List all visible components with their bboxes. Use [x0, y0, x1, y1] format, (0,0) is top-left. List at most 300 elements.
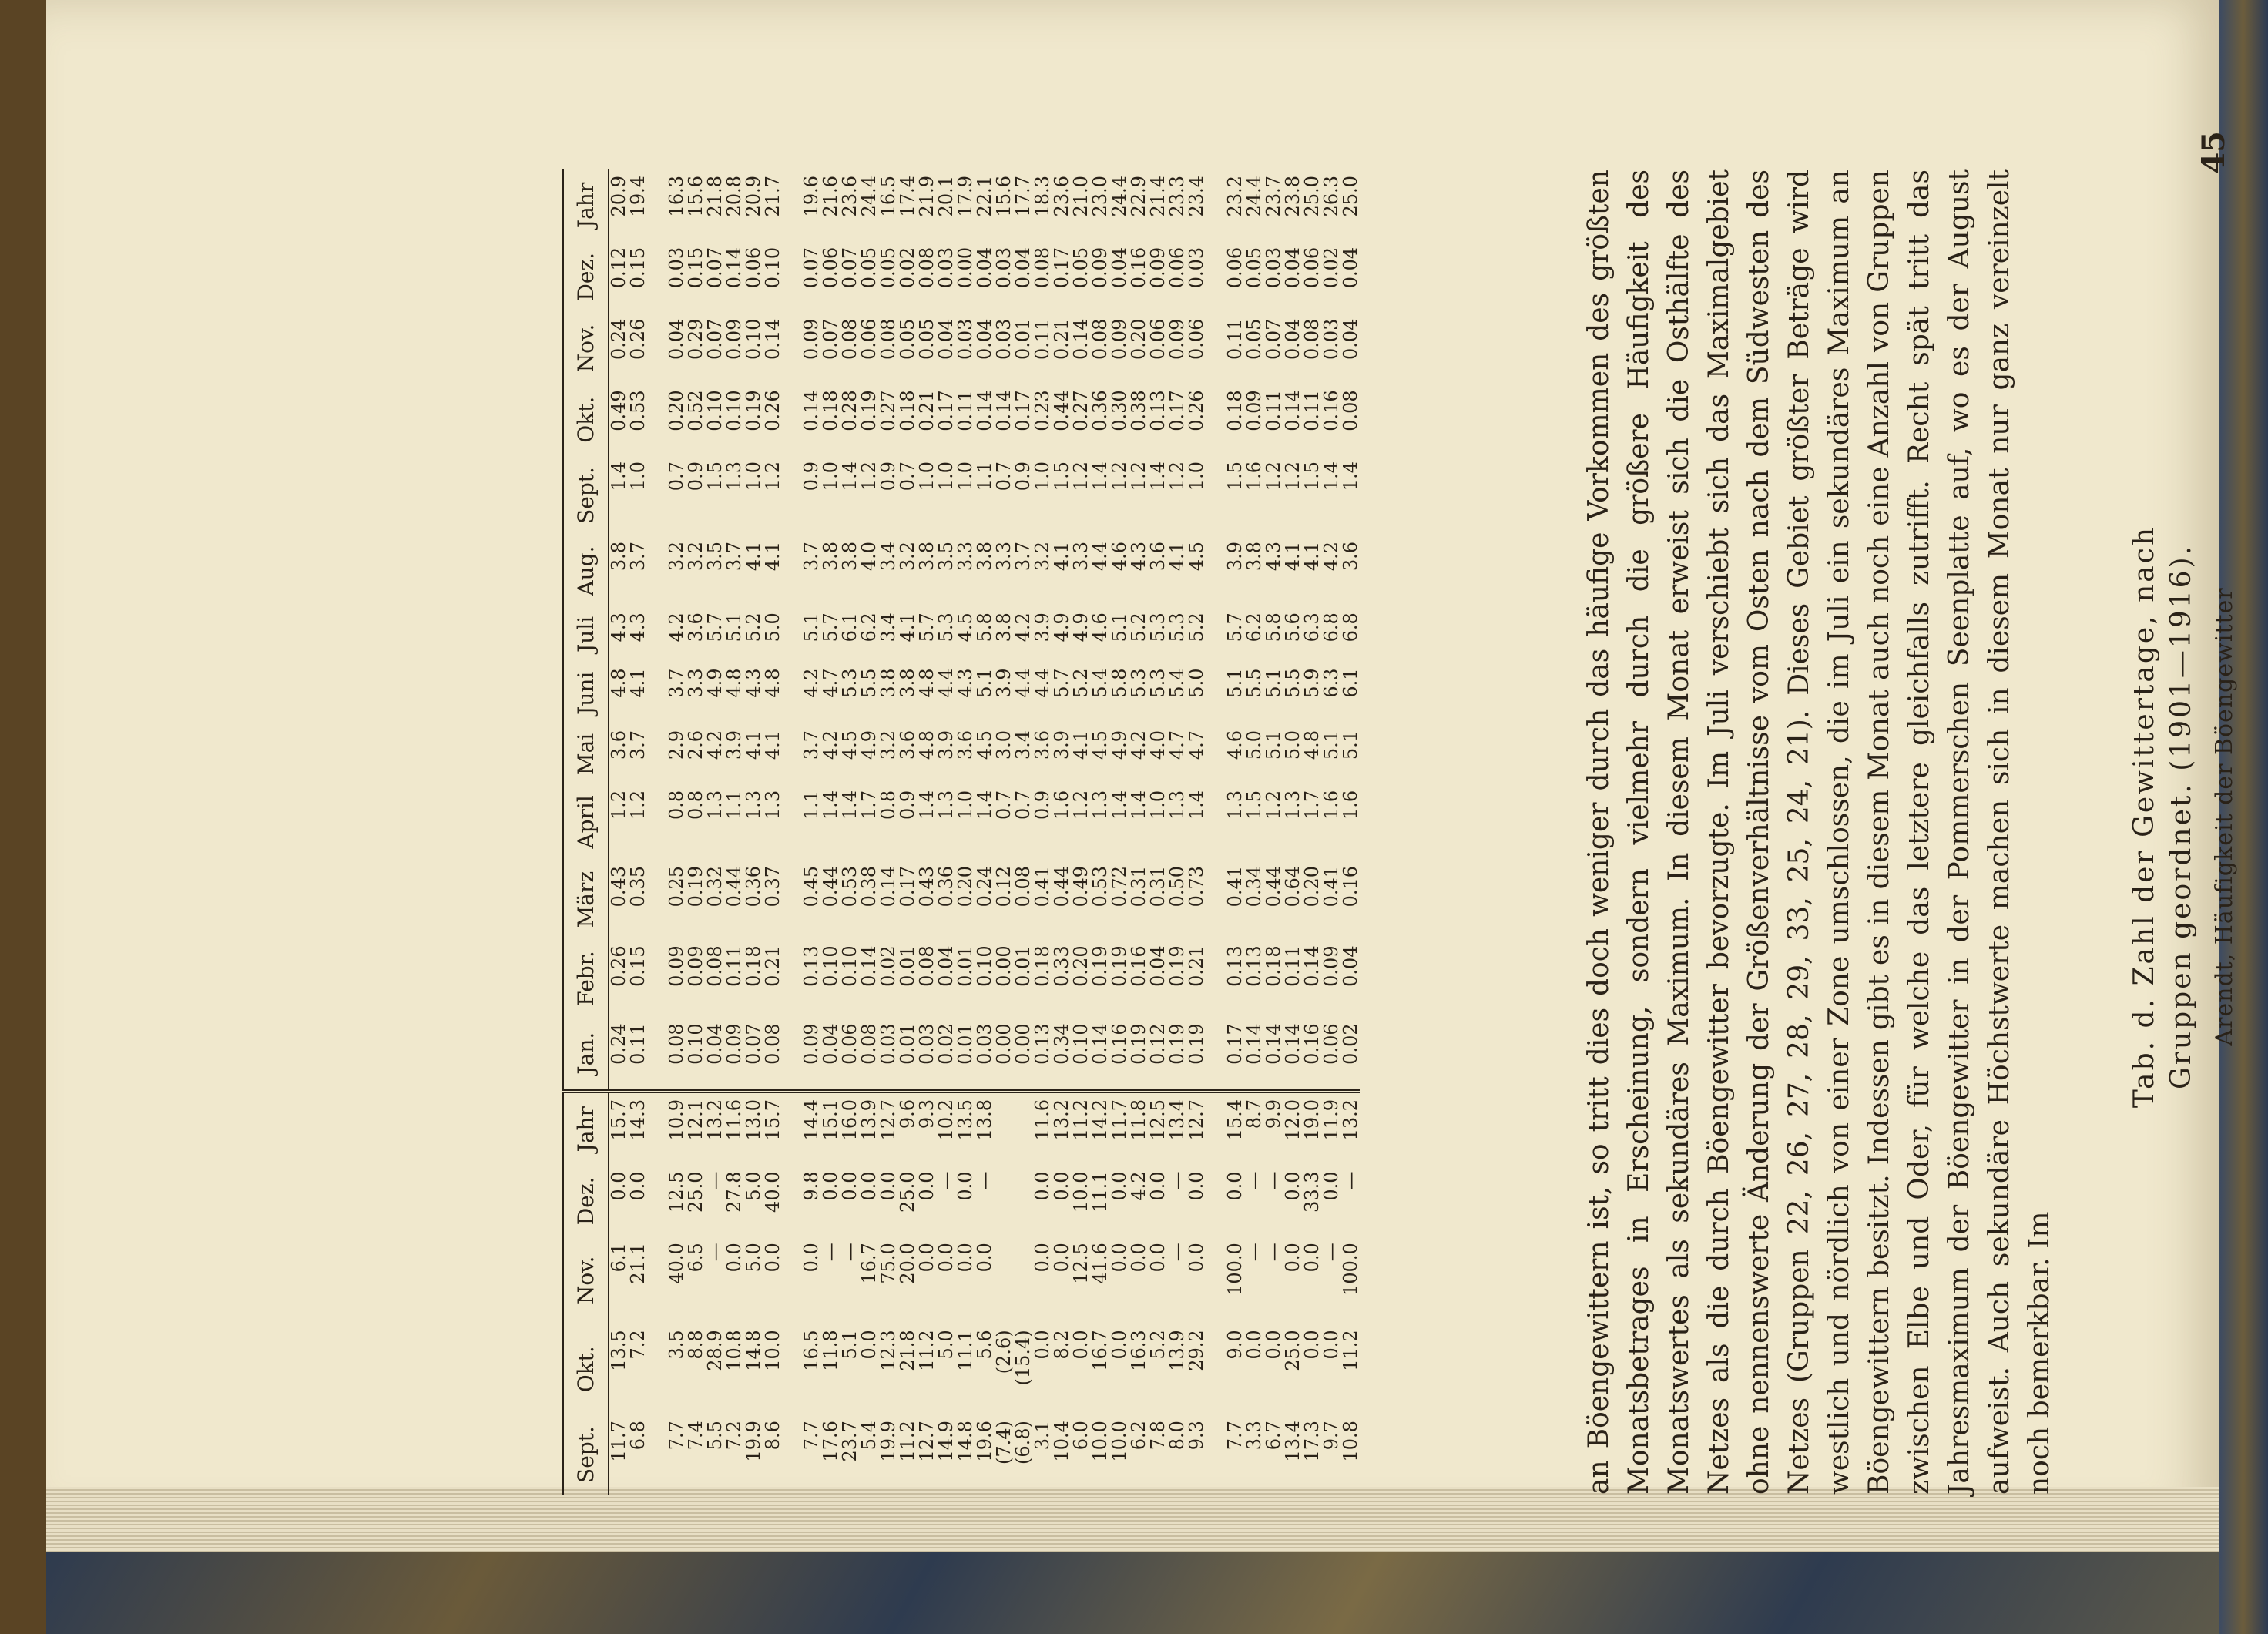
table-cell: — — [935, 1171, 957, 1190]
table-cell: 0.09 — [1109, 318, 1130, 361]
table-cell: 0.08 — [839, 318, 861, 361]
table-cell: 3.5 — [704, 541, 726, 572]
table-cell: 0.03 — [1186, 247, 1207, 289]
table-cell: 1.4 — [1128, 790, 1149, 820]
table-cell: 15.7 — [763, 1091, 783, 1165]
table-cell — [1206, 169, 1226, 241]
table-cell: 0.20 — [1301, 865, 1323, 908]
table-cell: 3.4 — [877, 541, 899, 572]
table-cell: 0.02 — [1320, 247, 1342, 289]
table-cell: 19.6 — [800, 176, 822, 217]
table-cell: 0.16 — [1301, 1023, 1323, 1065]
table-cell: 0.04 — [935, 318, 957, 361]
table-cell: 0.16 — [1340, 865, 1361, 908]
table-cell: 1.2 — [1263, 461, 1284, 492]
table-cell: 1.7 — [1301, 790, 1323, 820]
table-cell: 1.4 — [1320, 461, 1342, 492]
table-row — [860, 169, 879, 1495]
table-cell: 12.5 — [1070, 1243, 1092, 1284]
table-cell: 11.1 — [955, 1330, 976, 1371]
table-cell — [648, 663, 667, 724]
table-cell: 7.7 — [800, 1421, 822, 1451]
table-cell: 21.1 — [627, 1243, 649, 1284]
table-cell: 0.08 — [916, 247, 938, 289]
table-cell: 0.05 — [1243, 318, 1265, 361]
table-row — [609, 169, 629, 1495]
table-cell: 0.0 — [1032, 1243, 1053, 1273]
table-cell: 0.14 — [993, 390, 1015, 431]
table-cell: 0.01 — [955, 1023, 976, 1065]
table-cell: 15.6 — [993, 176, 1015, 217]
table-cell: 12.7 — [879, 1091, 898, 1165]
column-header: Jan. — [563, 1017, 609, 1091]
table-cell: 5.7 — [1051, 668, 1072, 698]
table-cell: 9.8 — [800, 1171, 822, 1201]
table-cell: 1.0 — [1147, 790, 1169, 820]
table-cell: 3.6 — [685, 612, 706, 643]
table-cell: 0.29 — [685, 318, 706, 361]
table-cell: 0.19 — [1166, 945, 1188, 987]
table-cell: 0.07 — [800, 247, 822, 289]
table-cell: 13.5 — [956, 1091, 975, 1165]
table-cell: 0.18 — [1224, 390, 1246, 431]
table-cell: 10.0 — [762, 1330, 783, 1371]
table-row — [1283, 169, 1303, 1495]
table-cell: 16.7 — [1089, 1330, 1111, 1371]
table-cell — [783, 1166, 802, 1237]
table-cell: 4.6 — [1224, 730, 1246, 760]
table-cell: 0.0 — [723, 1243, 745, 1273]
table-cell: 0.15 — [627, 945, 649, 987]
table-cell: 1.4 — [839, 790, 861, 820]
table-cell: 0.00 — [993, 1023, 1015, 1065]
table-cell: 3.3 — [955, 541, 976, 572]
table-cell — [648, 1017, 667, 1091]
table-cell: 3.7 — [800, 541, 822, 572]
table-cell: 0.37 — [762, 865, 783, 908]
table-cell: 0.11 — [1224, 318, 1246, 361]
table-cell: 14.4 — [802, 1091, 821, 1165]
table-cell — [1206, 384, 1226, 455]
table-cell: 3.8 — [608, 541, 629, 572]
table-cell: 0.05 — [1070, 247, 1092, 289]
table-cell: 3.6 — [1032, 730, 1053, 760]
table-cell: 0.13 — [1032, 1023, 1053, 1065]
table-cell: 0.0 — [858, 1171, 880, 1201]
table-cell: 1.4 — [916, 790, 938, 820]
table-cell: 4.3 — [1128, 541, 1149, 572]
table-cell: 3.7 — [627, 730, 649, 760]
table-cell: 9.7 — [1320, 1421, 1342, 1451]
table-cell: 4.5 — [839, 730, 861, 760]
table-cell: 0.11 — [723, 945, 745, 987]
table-cell: 0.14 — [1263, 1023, 1284, 1065]
table-cell: 0.06 — [1301, 247, 1323, 289]
table-cell: 2.6 — [685, 730, 706, 760]
table-cell: 0.0 — [1243, 1330, 1265, 1360]
table-cell: 5.0 — [935, 1330, 957, 1360]
table-cell: 0.33 — [1051, 945, 1072, 987]
thunderstorm-table — [562, 169, 1360, 1495]
table-cell: 1.7 — [858, 790, 880, 820]
table-cell: 1.4 — [1089, 461, 1111, 492]
table-cell: (15.4) — [1012, 1330, 1034, 1386]
table-row — [1014, 169, 1033, 1495]
table-row — [667, 169, 686, 1495]
table-cell: 0.07 — [1263, 318, 1284, 361]
table-cell: 3.2 — [897, 541, 918, 572]
table-cell — [1206, 1324, 1226, 1414]
table-cell: 16.0 — [840, 1091, 860, 1165]
table-cell: (6.8) — [1012, 1421, 1034, 1465]
table-cell: 0.19 — [1128, 1023, 1149, 1065]
table-cell: 0.19 — [1109, 945, 1130, 987]
table-cell: 17.4 — [897, 176, 918, 217]
table-cell: 10.0 — [1089, 1421, 1111, 1462]
table-cell: 6.1 — [839, 612, 861, 643]
table-cell: 1.0 — [916, 461, 938, 492]
table-cell: 3.3 — [993, 541, 1015, 572]
table-cell: 4.2 — [800, 668, 822, 698]
table-cell: 0.17 — [1051, 247, 1072, 289]
table-cell: — — [974, 1171, 995, 1190]
column-header: Sept. — [563, 1414, 609, 1495]
table-cell: 5.9 — [1301, 668, 1323, 698]
table-cell: 1.2 — [1166, 461, 1188, 492]
table-cell: 4.2 — [820, 730, 841, 760]
table-cell: 12.7 — [1187, 1091, 1206, 1165]
table-cell: 5.3 — [839, 668, 861, 698]
table-cell: 5.5 — [704, 1421, 726, 1451]
table-cell: 0.04 — [935, 945, 957, 987]
table-cell: 0.24 — [608, 318, 629, 361]
table-cell: 6.2 — [1243, 612, 1265, 643]
table-cell: 15.4 — [1226, 1091, 1245, 1165]
table-cell: 16.3 — [666, 176, 687, 217]
table-cell: 0.02 — [935, 1023, 957, 1065]
table-cell: 0.0 — [1147, 1171, 1169, 1201]
table-cell: 5.0 — [762, 612, 783, 643]
table-cell: 33.3 — [1301, 1171, 1323, 1213]
table-cell: 0.44 — [1263, 865, 1284, 908]
table-cell: — — [1320, 1243, 1342, 1262]
table-cell: — — [839, 1243, 861, 1262]
table-cell — [648, 724, 667, 784]
table-cell: 0.45 — [800, 865, 822, 908]
table-cell: 5.3 — [1166, 612, 1188, 643]
table-cell: 1.6 — [1320, 790, 1342, 820]
table-cell: 0.09 — [666, 945, 687, 987]
table-cell: 0.12 — [993, 865, 1015, 908]
table-cell: 3.7 — [723, 541, 745, 572]
table-row — [1303, 169, 1322, 1495]
table-cell: 0.05 — [858, 247, 880, 289]
table-cell: 1.4 — [839, 461, 861, 492]
table-cell — [1206, 663, 1226, 724]
table-row — [1072, 169, 1091, 1495]
table-row — [783, 169, 802, 1495]
table-cell: — — [1166, 1243, 1188, 1262]
table-cell — [648, 1236, 667, 1324]
table-cell: 0.9 — [685, 461, 706, 492]
table-cell: 12.5 — [666, 1171, 687, 1213]
table-cell: 0.21 — [916, 390, 938, 431]
table-cell: 0.36 — [1089, 390, 1111, 431]
table-cell: 0.05 — [916, 318, 938, 361]
table-cell: 19.4 — [627, 176, 649, 217]
table-cell — [1206, 724, 1226, 784]
table-cell — [648, 1166, 667, 1237]
table-cell: 0.14 — [974, 390, 995, 431]
table-cell: (2.6) — [993, 1330, 1015, 1374]
table-cell: 5.1 — [1263, 668, 1284, 698]
table-cell: 4.6 — [1109, 541, 1130, 572]
table-cell: 0.06 — [1320, 1023, 1342, 1065]
table-cell: 0.11 — [955, 390, 976, 431]
table-cell: 6.2 — [858, 612, 880, 643]
table-cell: 5.0 — [1243, 730, 1265, 760]
table-cell: 0.0 — [800, 1243, 822, 1273]
table-cell: 9.3 — [918, 1091, 937, 1165]
table-cell: 16.7 — [858, 1243, 880, 1284]
table-cell: 4.1 — [1166, 541, 1188, 572]
table-cell: 0.02 — [877, 945, 899, 987]
table-row — [1149, 169, 1168, 1495]
table-cell: — — [704, 1171, 726, 1190]
table-cell: 4.2 — [704, 730, 726, 760]
table-row — [1187, 169, 1206, 1495]
table-cell: 0.0 — [1109, 1330, 1130, 1360]
table-cell: 0.34 — [1243, 865, 1265, 908]
table-cell: 1.4 — [1340, 461, 1361, 492]
table-cell: 0.15 — [685, 247, 706, 289]
table-cell: 5.5 — [858, 668, 880, 698]
table-cell: 0.01 — [955, 945, 976, 987]
table-cell: — — [704, 1243, 726, 1262]
table-cell: 3.7 — [666, 668, 687, 698]
table-cell: 21.4 — [1147, 176, 1169, 217]
table-cell: 1.2 — [1263, 790, 1284, 820]
table-cell: 13.2 — [1341, 1091, 1360, 1165]
table-row — [956, 169, 975, 1495]
table-cell: 0.10 — [762, 247, 783, 289]
table-cell: 3.9 — [993, 668, 1015, 698]
table-cell: 8.2 — [1051, 1330, 1072, 1360]
table-cell: 1.2 — [858, 461, 880, 492]
table-cell: 1.3 — [723, 461, 745, 492]
table-cell: 6.3 — [1320, 668, 1342, 698]
table-cell: 4.8 — [916, 668, 938, 698]
table-cell: 0.9 — [897, 790, 918, 820]
table-cell: 0.20 — [1070, 945, 1092, 987]
table-body — [609, 169, 1360, 1495]
table-cell: 5.1 — [800, 612, 822, 643]
column-header: Febr. — [563, 939, 609, 1017]
table-cell: 6.2 — [1128, 1421, 1149, 1451]
table-cell: 6.8 — [1320, 612, 1342, 643]
table-cell: 0.09 — [1320, 945, 1342, 987]
table-cell: 3.9 — [723, 730, 745, 760]
table-cell: 1.5 — [1243, 790, 1265, 820]
table-cell: 4.8 — [1301, 730, 1323, 760]
table-cell: 0.09 — [685, 945, 706, 987]
table-cell — [1206, 1236, 1226, 1324]
table-cell: 0.01 — [897, 1023, 918, 1065]
table-cell: 5.0 — [743, 1243, 764, 1273]
table-cell: 3.8 — [839, 541, 861, 572]
table-cell — [1206, 606, 1226, 662]
table-cell: 13.4 — [1168, 1091, 1187, 1165]
table-cell: 23.6 — [1051, 176, 1072, 217]
column-header: Aug. — [563, 535, 609, 606]
table-cell: 0.7 — [666, 461, 687, 492]
table-cell: 1.2 — [1070, 461, 1092, 492]
table-cell: 0.50 — [1166, 865, 1188, 908]
table-cell: 29.2 — [1186, 1330, 1207, 1371]
table-cell: 0.11 — [1301, 390, 1323, 431]
table-cell — [648, 313, 667, 384]
table-cell: 19.9 — [877, 1421, 899, 1462]
table-cell: 0.17 — [1012, 390, 1034, 431]
table-cell: 3.4 — [877, 612, 899, 643]
table-cell: 13.4 — [1282, 1421, 1303, 1462]
table-cell: 0.03 — [993, 247, 1015, 289]
table-cell: 17.7 — [1012, 176, 1034, 217]
table-cell: 1.0 — [1186, 461, 1207, 492]
table-cell: 12.3 — [877, 1330, 899, 1371]
table-cell: 4.6 — [1089, 612, 1111, 643]
table-cell: 3.2 — [666, 541, 687, 572]
table-cell: 4.8 — [723, 668, 745, 698]
table-row — [1033, 169, 1052, 1495]
table-cell: 0.14 — [1301, 945, 1323, 987]
table-cell: 1.6 — [1051, 790, 1072, 820]
table-cell: 5.1 — [1224, 668, 1246, 698]
table-cell: 0.14 — [1282, 1023, 1303, 1065]
table-cell: 20.8 — [723, 176, 745, 217]
table-cell: 0.10 — [839, 945, 861, 987]
table-cell: 0.0 — [1282, 1243, 1303, 1273]
table-cell — [1206, 1017, 1226, 1091]
table-cell: 6.1 — [1340, 668, 1361, 698]
table-cell: 14.3 — [629, 1091, 648, 1165]
table-cell: — — [1263, 1243, 1284, 1262]
table-row — [879, 169, 898, 1495]
table-cell: 6.8 — [1340, 612, 1361, 643]
table-cell: 0.09 — [1243, 390, 1265, 431]
table-cell: 40.0 — [666, 1243, 687, 1284]
table-cell — [783, 1414, 802, 1495]
table-cell: 3.8 — [1243, 541, 1265, 572]
table-cell: 7.2 — [723, 1421, 745, 1451]
table-cell — [1206, 784, 1226, 860]
table-cell: 0.04 — [1282, 318, 1303, 361]
table-cell: 0.13 — [1147, 390, 1169, 431]
table-cell: 5.1 — [974, 668, 995, 698]
table-cell: 0.0 — [1320, 1171, 1342, 1201]
table-cell: 9.3 — [1186, 1421, 1207, 1451]
table-cell: 25.0 — [1282, 1330, 1303, 1371]
table-cell: 19.0 — [1303, 1091, 1322, 1165]
table-cell: 0.09 — [1089, 247, 1111, 289]
table-cell: 5.5 — [1282, 668, 1303, 698]
table-cell: 0.16 — [1109, 1023, 1130, 1065]
table-cell: 20.0 — [897, 1243, 918, 1284]
table-cell: 0.41 — [1224, 865, 1246, 908]
table-cell: 40.0 — [762, 1171, 783, 1213]
table-cell: 5.7 — [916, 612, 938, 643]
table-cell: 0.01 — [1012, 945, 1034, 987]
table-cell: 0.0 — [1070, 1330, 1092, 1360]
table-cell: 14.2 — [1091, 1091, 1110, 1165]
table-cell: 0.13 — [800, 945, 822, 987]
table-row — [648, 169, 667, 1495]
table-cell — [783, 1236, 802, 1324]
table-cell: 1.4 — [974, 790, 995, 820]
table-cell: 4.4 — [1012, 668, 1034, 698]
table-cell: 5.6 — [974, 1330, 995, 1360]
table-cell: 0.26 — [762, 390, 783, 431]
table-cell: 18.3 — [1032, 176, 1053, 217]
table-cell: 4.1 — [1070, 730, 1092, 760]
table-cell: 3.9 — [935, 730, 957, 760]
table-cell: 3.5 — [935, 541, 957, 572]
table-cell: 0.8 — [666, 790, 687, 820]
table-cell: 4.5 — [1186, 541, 1207, 572]
table-cell: 1.4 — [1147, 461, 1169, 492]
table-cell: 4.2 — [666, 612, 687, 643]
table-cell: 0.27 — [1070, 390, 1092, 431]
table-cell: 0.44 — [820, 865, 841, 908]
table-cell: 0.06 — [1186, 318, 1207, 361]
table-cell: 0.06 — [1166, 247, 1188, 289]
table-cell: 1.4 — [820, 790, 841, 820]
table-cell: 0.23 — [1032, 390, 1053, 431]
table-row — [918, 169, 937, 1495]
table-cell: 0.19 — [1186, 1023, 1207, 1065]
table-cell: 8.8 — [685, 1330, 706, 1360]
table-cell: 0.10 — [704, 390, 726, 431]
table-cell: 7.2 — [627, 1330, 649, 1360]
table-cell: 5.4 — [1166, 668, 1188, 698]
table-cell: 27.8 — [723, 1171, 745, 1213]
table-cell: 0.03 — [1263, 247, 1284, 289]
table-row — [995, 169, 1014, 1495]
table-cell — [783, 241, 802, 313]
table-cell: 0.0 — [1128, 1243, 1149, 1273]
table-cell: 4.2 — [1012, 612, 1034, 643]
table-cell: — — [1166, 1171, 1188, 1190]
table-cell: 12.7 — [916, 1421, 938, 1462]
table-cell: 4.4 — [1089, 541, 1111, 572]
table-cell: 1.2 — [1128, 461, 1149, 492]
table-cell: 23.3 — [1166, 176, 1188, 217]
table-cell: 11.6 — [1033, 1091, 1052, 1165]
table-cell: 0.0 — [1186, 1243, 1207, 1273]
table-cell: 1.3 — [762, 790, 783, 820]
table-cell: 13.2 — [706, 1091, 725, 1165]
table-cell: — — [1263, 1171, 1284, 1190]
table-cell — [1206, 455, 1226, 535]
table-cell: 3.1 — [1032, 1421, 1053, 1451]
table-cell: 5.4 — [858, 1421, 880, 1451]
table-cell: 4.4 — [935, 668, 957, 698]
table-cell: 0.14 — [800, 390, 822, 431]
table-cell: 0.21 — [1051, 318, 1072, 361]
table-cell: 19.6 — [974, 1421, 995, 1462]
table-cell: 0.34 — [1051, 1023, 1072, 1065]
table-cell: 13.9 — [1166, 1330, 1188, 1371]
